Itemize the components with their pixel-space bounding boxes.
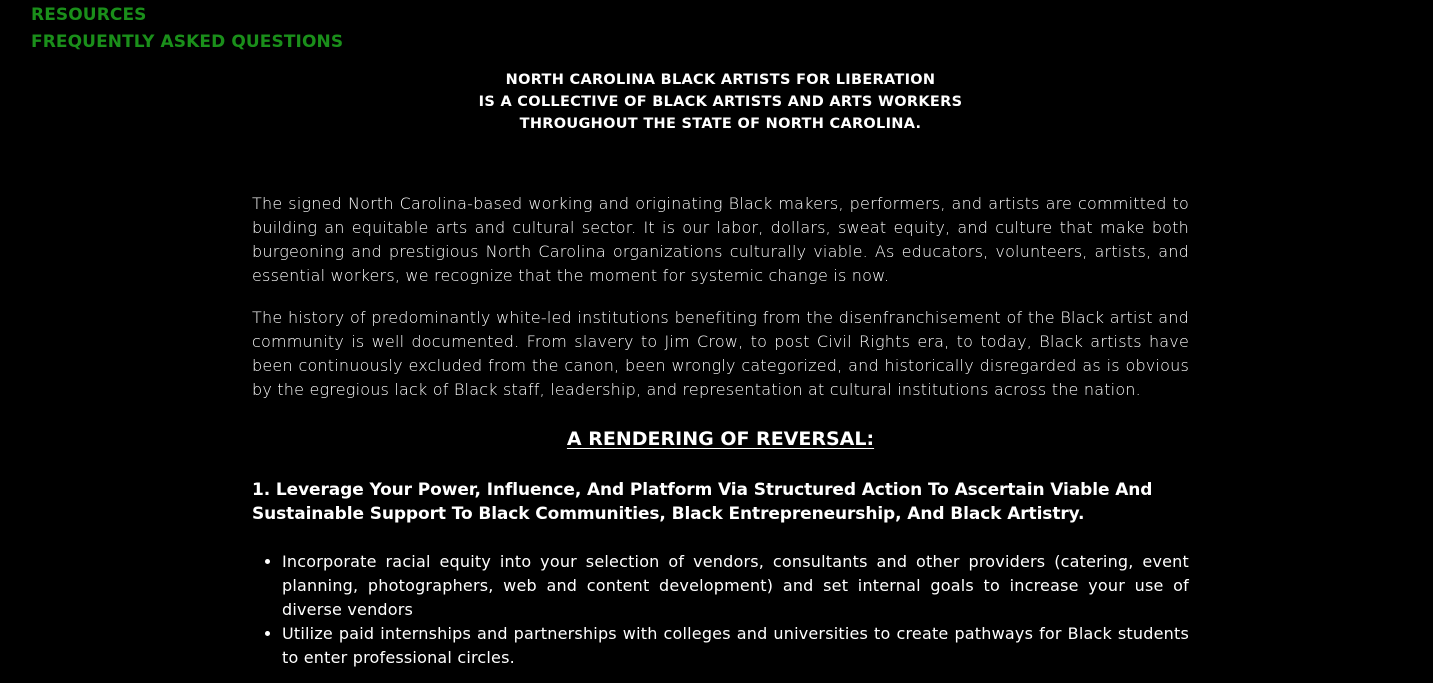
- nav-link-resources[interactable]: RESOURCES: [31, 5, 147, 25]
- intro-line: IS A COLLECTIVE OF BLACK ARTISTS AND ARTS WORKERS: [478, 94, 963, 110]
- intro-statement: [252, 69, 1189, 135]
- site-nav: [31, 2, 343, 56]
- bullet-list: [252, 550, 1189, 670]
- list-item: • Utilize paid internships and partnerships with colleges and universities to create pathways for Black students to enter professional circles.: [282, 622, 1189, 670]
- section-heading: A RENDERING OF REVERSAL:: [566, 428, 875, 450]
- intro-line: NORTH CAROLINA BLACK ARTISTS FOR LIBERATION: [505, 72, 936, 88]
- paragraph: The signed North Carolina-based working and originating Black makers, performers, and artists are committed to building an equitable arts and cultural sector. It is our labor, dollars, sweat equity, and culture that make both burgeoning and prestigious North Carolina organizations culturally viable. As educators, volunteers, artists, and essential workers, we recognize that the moment for systemic change is now.: [252, 194, 1189, 285]
- intro-line: THROUGHOUT THE STATE OF NORTH CAROLINA.: [519, 116, 922, 132]
- list-item: • Incorporate racial equity into your selection of vendors, consultants and other providers (catering, event planning, photographers, web and content development) and set internal goals to increase your use of diverse vendors: [282, 550, 1189, 622]
- item-heading: 1. Leverage Your Power, Influence, And Platform Via Structured Action To Ascertain Viable And Sustainable Support To Black Communities, Black Entrepreneurship, And Black Artistry.: [252, 480, 1153, 524]
- article-body: [252, 192, 1189, 670]
- paragraph: The history of predominantly white-led institutions benefiting from the disenfranchisement of the Black artist and community is well documented. From slavery to Jim Crow, to post Civil Rights era, to today, Black artists have been continuously excluded from the canon, been wrongly categorized, and historically disregarded as is obvious by the egregious lack of Black staff, leadership, and representation at cultural institutions across the nation.: [252, 308, 1189, 399]
- nav-link-faq[interactable]: FREQUENTLY ASKED QUESTIONS: [31, 32, 344, 52]
